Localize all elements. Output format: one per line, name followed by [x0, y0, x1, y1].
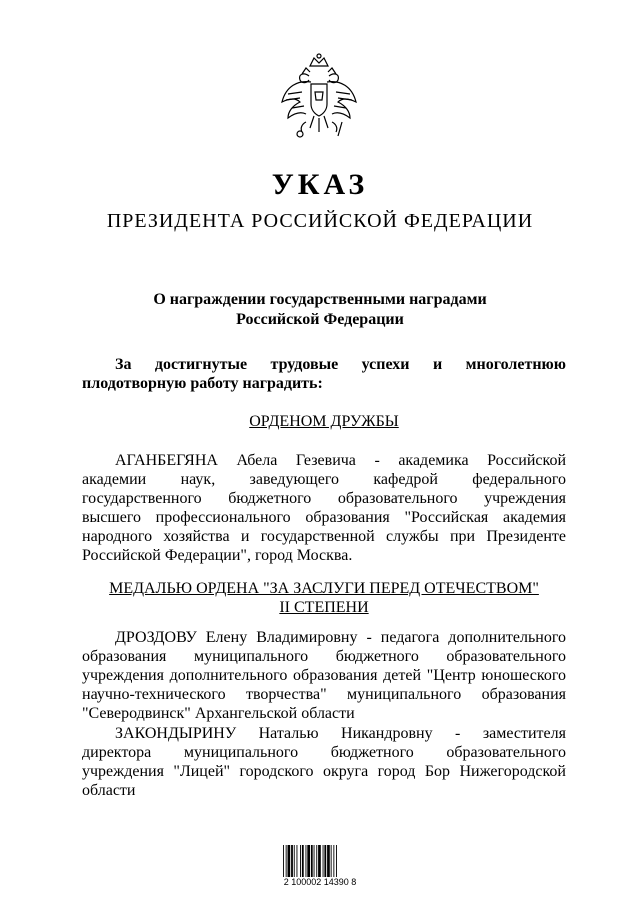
- awardee-line: ЗАКОНДЫРИНУ Наталью Никандровну - заместителя: [115, 725, 566, 742]
- awardee-line: государственного бюджетного образовательного учреждения: [82, 490, 566, 507]
- awardee-line: Российской Федерации", город Москва.: [82, 547, 353, 564]
- awardee-line: АГАНБЕГЯНА Абела Гезевича - академика Российской: [115, 452, 566, 469]
- section-title-line: II СТЕПЕНИ: [279, 599, 369, 616]
- awardee-line: образования муниципального бюджетного образовательного: [82, 648, 566, 665]
- decree-heading: [60, 290, 580, 330]
- awardee-line: директора муниципального бюджетного образовательного: [82, 744, 566, 761]
- awardee-line: академии наук, заведующего кафедрой федерального: [82, 471, 566, 488]
- decree-heading-line: Российской Федерации: [236, 311, 404, 328]
- section-title-medal-of-order: [82, 579, 566, 617]
- awardee-line: "Северодвинск" Архангельской области: [82, 705, 355, 722]
- section-title-line: МЕДАЛЬЮ ОРДЕНА "ЗА ЗАСЛУГИ ПЕРЕД ОТЕЧЕСТВОМ": [109, 580, 539, 597]
- awardee-entry: [82, 451, 566, 565]
- intro-line: плодотворную работу наградить:: [82, 375, 323, 392]
- awardee-line: научно-технического творчества" муниципального образования: [82, 686, 566, 703]
- decree-heading-line: О награждении государственными наградами: [153, 291, 487, 308]
- awardee-line: высшего профессионального образования "Российская академия: [82, 509, 566, 526]
- russian-coat-of-arms-icon: [276, 52, 362, 144]
- awardee-line: области: [82, 782, 136, 799]
- decree-intro: [82, 355, 566, 393]
- intro-line: За достигнутые трудовые успехи и многолетнюю: [115, 356, 566, 373]
- awardee-line: учреждения дополнительного образования детей "Центр юношеского: [82, 667, 566, 684]
- awardee-line: ДРОЗДОВУ Елену Владимировну - педагога дополнительного: [115, 629, 566, 646]
- barcode-number: 2 100002 14390 8: [283, 877, 357, 887]
- barcode-icon: [282, 843, 358, 879]
- awardee-entry: [82, 724, 566, 800]
- section-title-order-of-friendship: ОРДЕНОМ ДРУЖБЫ: [249, 413, 399, 430]
- awardee-entry: [82, 628, 566, 723]
- awardee-line: народного хозяйства и государственной службы при Президенте: [82, 528, 566, 545]
- document-title: УКАЗ: [271, 168, 369, 201]
- document-subtitle: ПРЕЗИДЕНТА РОССИЙСКОЙ ФЕДЕРАЦИИ: [106, 210, 534, 232]
- awardee-line: учреждения "Лицей" городского округа город Бор Нижегородской: [82, 763, 566, 780]
